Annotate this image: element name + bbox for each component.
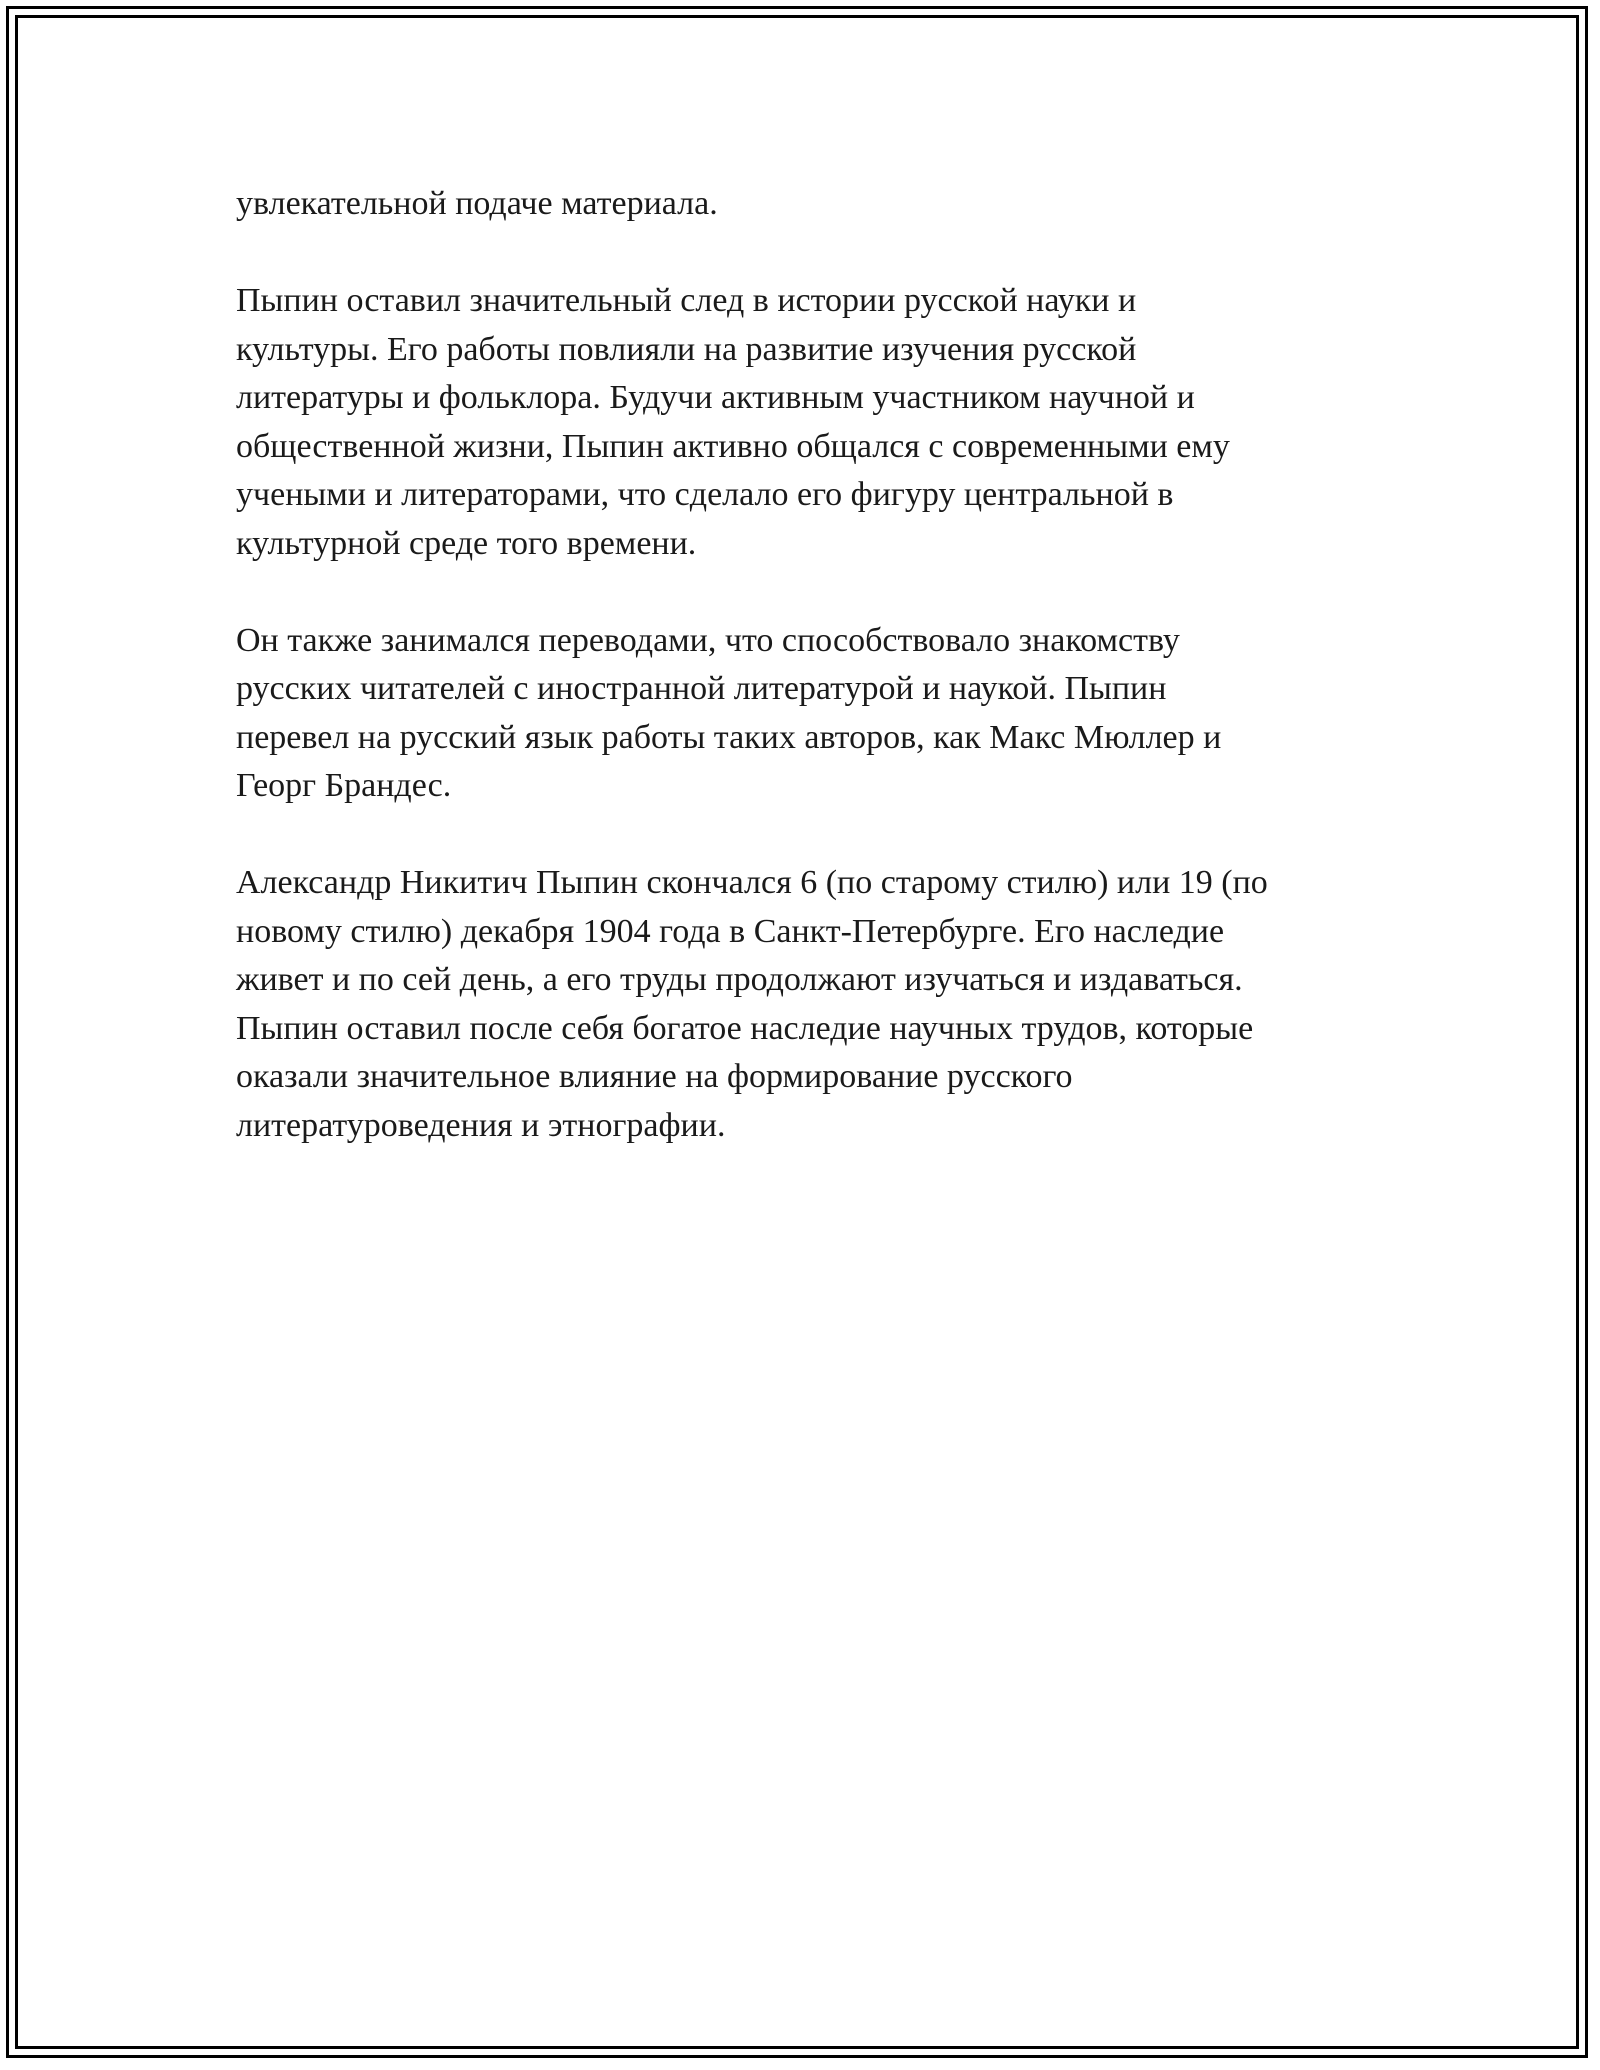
- paragraph-legacy: Пыпин оставил значительный след в истории русской науки и культуры. Его работы повлияли на развитие изучения русской литературы и фольклора. Будучи активным участником научной и общественной жизни, Пыпин активно общался с современными ему учеными и литераторами, что сделало его фигуру центральной в культурной среде того времени.: [236, 282, 1230, 562]
- paragraph-translations: Он также занимался переводами, что способствовало знакомству русских читателей с иностранной литературой и наукой. Пыпин перевел на русский язык работы таких авторов, как Макс Мюллер и Георг Брандес.: [236, 621, 1222, 804]
- paragraph-continuation: увлекательной подаче материала.: [236, 185, 718, 222]
- document-body: [236, 180, 1376, 1199]
- paragraph-death: Александр Никитич Пыпин скончался 6 (по старому стилю) или 19 (по новому стилю) декабря 1904 года в Санкт-Петербурге. Его наследие живет и по сей день, а его труды продолжают изучаться и издаваться. Пыпин оставил после себя богатое наследие научных трудов, которые оказали значительное влияние на формирование русского литературоведения и этнографии.: [236, 864, 1268, 1144]
